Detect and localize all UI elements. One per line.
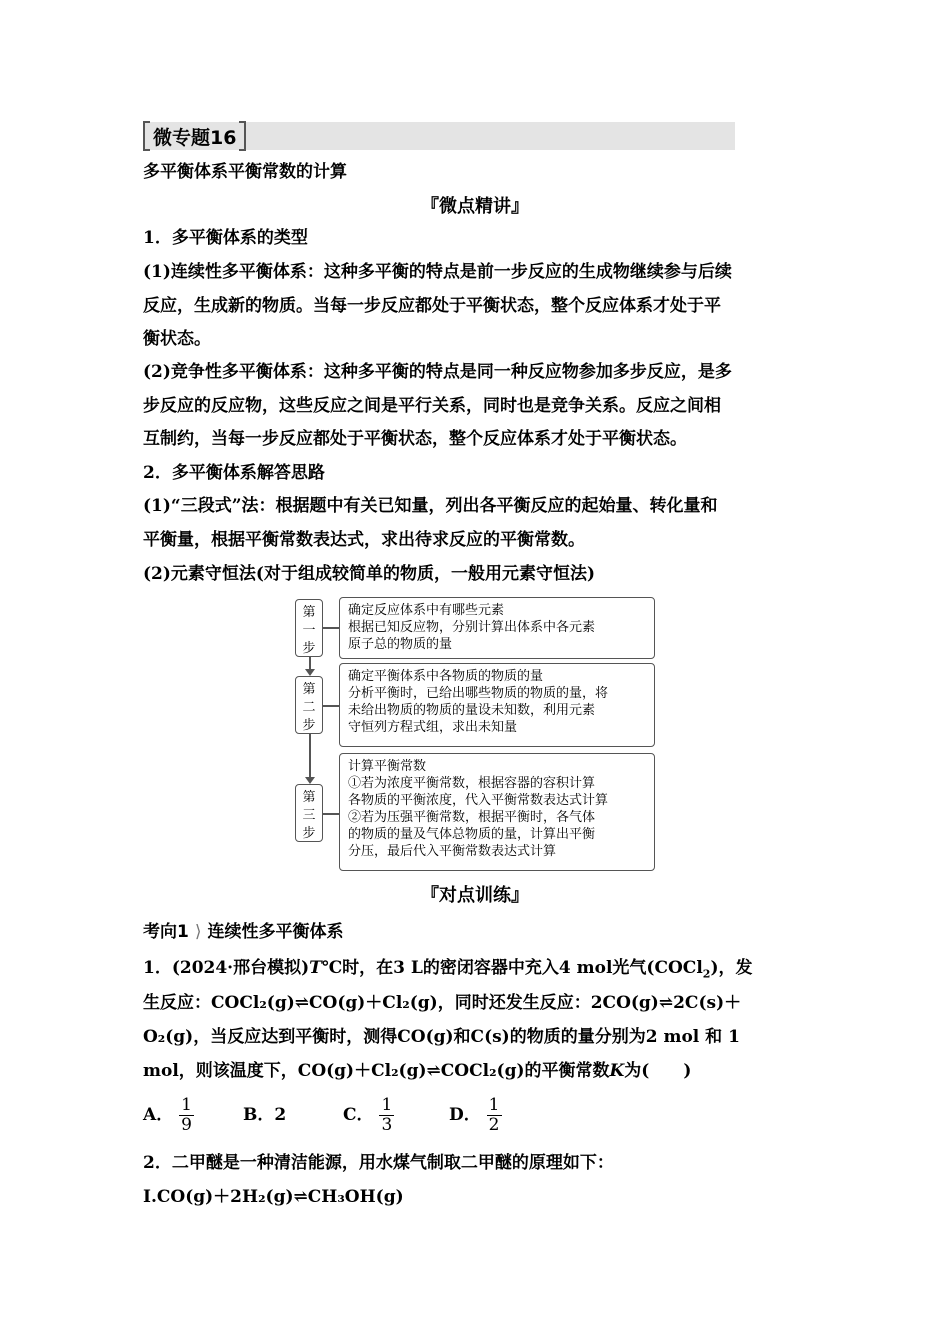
flow-diagram <box>295 595 660 875</box>
text-line: 互制约，当每一步反应都处于平衡状态，整个反应体系才处于平衡状态。 <box>143 429 687 449</box>
text-line: 步反应的反应物，这些反应之间是平行关系，同时也是竞争关系。反应之间相 <box>143 396 721 416</box>
option-d[interactable]: D． $\frac{1}{2}$ <box>449 1095 500 1135</box>
step-label-2: 第 二 步 <box>295 676 323 734</box>
text-line: 平衡量，根据平衡常数表达式，求出待求反应的平衡常数。 <box>143 530 585 550</box>
q1-options <box>143 1093 549 1137</box>
step-content-1: 确定反应体系中有哪些元素 根据已知反应物，分别计算出体系中各元素 原子总的物质的量 <box>339 597 655 659</box>
step-label-1: 第 一 步 <box>295 599 323 657</box>
text-line: 衡状态。 <box>143 329 211 349</box>
section-heading-training: 『对点训练』 <box>421 885 529 906</box>
part1-heading: 1．多平衡体系的类型 <box>143 228 308 248</box>
topic-tag: 考向1 ⟩ 连续性多平衡体系 <box>143 922 344 942</box>
topic-label: 微专题16 <box>143 121 246 151</box>
option-c[interactable]: C． $\frac{1}{3}$ <box>343 1095 393 1135</box>
option-a[interactable]: A． $\frac{1}{9}$ <box>143 1095 192 1135</box>
q1-line-3: O₂(g)，当反应达到平衡时，测得CO(g)和C(s)的物质的量分别为2 mol 和 1 <box>143 1027 740 1047</box>
text-line: (1)“三段式”法：根据题中有关已知量，列出各平衡反应的起始量、转化量和 <box>143 496 718 516</box>
q1-line-1: 1．(2024·邢台模拟)T℃时，在3 L的密闭容器中充入4 mol光气(COCl$_2$)，发 <box>143 958 753 981</box>
text-line: 反应，生成新的物质。当每一步反应都处于平衡状态，整个反应体系才处于平 <box>143 296 721 316</box>
step-content-3: 计算平衡常数 ①若为浓度平衡常数，根据容器的容积计算 各物质的平衡浓度，代入平衡常数表达式计算 ②若为压强平衡常数，根据平衡时，各气体 的物质的量及气体总物质的量，计算出平衡 分压，最后代入平衡常数表达式计算 <box>339 753 655 871</box>
text-line: (2)元素守恒法(对于组成较简单的物质，一般用元素守恒法) <box>143 564 596 584</box>
q2-line-2: Ⅰ.CO(g)＋2H₂(g)⇌CH₃OH(g) <box>143 1187 404 1207</box>
step-content-2: 确定平衡体系中各物质的物质的量 分析平衡时，已给出哪些物质的物质的量，将 未给出物质的物质的量设未知数，利用元素 守恒列方程式组，求出未知量 <box>339 663 655 747</box>
q1-line-4: mol，则该温度下，CO(g)＋Cl₂(g)⇌COCl₂(g)的平衡常数K为( ) <box>143 1061 692 1081</box>
step-label-3: 第 三 步 <box>295 784 323 842</box>
text-line: (1)连续性多平衡体系：这种多平衡的特点是前一步反应的生成物继续参与后续 <box>143 262 732 282</box>
page-title: 多平衡体系平衡常数的计算 <box>143 162 347 182</box>
section-heading-explain: 『微点精讲』 <box>421 196 529 217</box>
option-b[interactable]: B．2 <box>243 1105 287 1125</box>
text-line: (2)竞争性多平衡体系：这种多平衡的特点是同一种反应物参加多步反应，是多 <box>143 362 732 382</box>
part2-heading: 2．多平衡体系解答思路 <box>143 463 325 483</box>
q2-line-1: 2．二甲醚是一种清洁能源，用水煤气制取二甲醚的原理如下： <box>143 1153 614 1173</box>
q1-line-2: 生反应：COCl₂(g)⇌CO(g)＋Cl₂(g)，同时还发生反应：2CO(g)⇌2C(s)＋ <box>143 993 742 1013</box>
